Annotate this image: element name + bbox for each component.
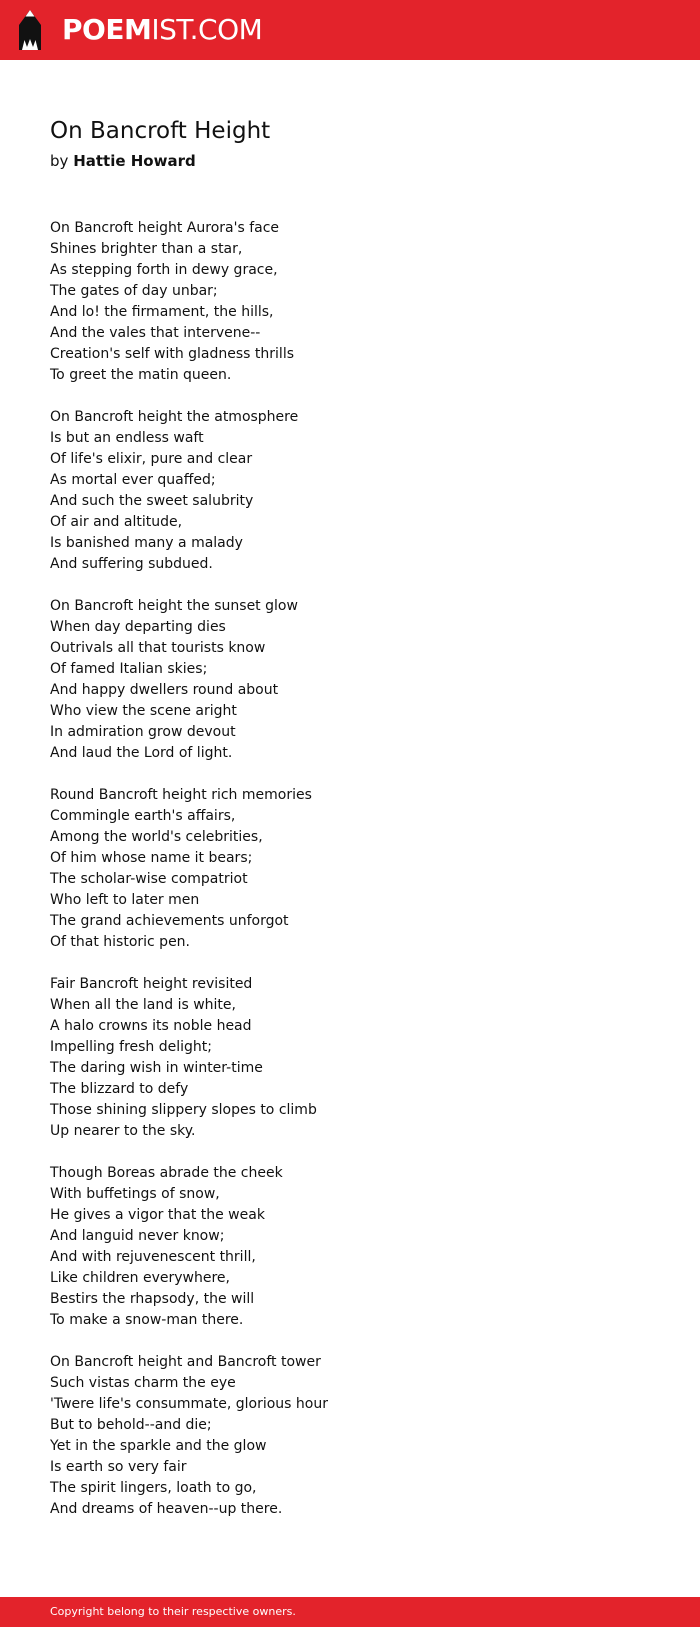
poem-line: On Bancroft height the sunset glow bbox=[50, 598, 298, 614]
poem-line: The grand achievements unforgot bbox=[50, 913, 289, 929]
author-name[interactable]: Hattie Howard bbox=[73, 152, 196, 170]
poem-line: Those shining slippery slopes to climb bbox=[50, 1102, 317, 1118]
poem-line: And with rejuvenescent thrill, bbox=[50, 1249, 256, 1265]
poem-line: Impelling fresh delight; bbox=[50, 1039, 212, 1055]
poem-line: As mortal ever quaffed; bbox=[50, 472, 216, 488]
site-header bbox=[0, 0, 700, 60]
poem-line: On Bancroft height Aurora's face bbox=[50, 220, 280, 236]
poem-line: Who left to later men bbox=[50, 892, 200, 908]
poem-line: The scholar-wise compatriot bbox=[50, 871, 248, 887]
poem-line: To greet the matin queen. bbox=[50, 367, 232, 383]
poem-line: The gates of day unbar; bbox=[50, 283, 218, 299]
poem-stanza bbox=[50, 218, 650, 386]
poem-line: Though Boreas abrade the cheek bbox=[50, 1165, 283, 1181]
poem-stanza bbox=[50, 974, 650, 1142]
poem-line: And languid never know; bbox=[50, 1228, 225, 1244]
poem-byline bbox=[50, 150, 650, 172]
poem-line: And happy dwellers round about bbox=[50, 682, 279, 698]
poem-line: Round Bancroft height rich memories bbox=[50, 787, 312, 803]
site-footer bbox=[0, 1597, 700, 1627]
logo-wordmark-bold: POEM bbox=[62, 13, 152, 46]
poem-line: And the vales that intervene-- bbox=[50, 325, 261, 341]
poem-line: And laud the Lord of light. bbox=[50, 745, 233, 761]
poem-line: Of that historic pen. bbox=[50, 934, 191, 950]
copyright-text: Copyright belong to their respective owners. bbox=[50, 1605, 296, 1618]
poem-line: When all the land is white, bbox=[50, 997, 236, 1013]
poem-line: And such the sweet salubrity bbox=[50, 493, 254, 509]
pencil-icon bbox=[18, 9, 42, 51]
poem-line: Of life's elixir, pure and clear bbox=[50, 451, 253, 467]
poem-line: 'Twere life's consummate, glorious hour bbox=[50, 1396, 328, 1412]
poem-line: When day departing dies bbox=[50, 619, 226, 635]
poem-line: Such vistas charm the eye bbox=[50, 1375, 236, 1391]
poem-line: Creation's self with gladness thrills bbox=[50, 346, 295, 362]
poem-line: Is but an endless waft bbox=[50, 430, 204, 446]
poem-line: A halo crowns its noble head bbox=[50, 1018, 252, 1034]
poem-line: Of famed Italian skies; bbox=[50, 661, 208, 677]
poem-line: He gives a vigor that the weak bbox=[50, 1207, 265, 1223]
poem-line: And suffering subdued. bbox=[50, 556, 213, 572]
poem-stanza bbox=[50, 596, 650, 764]
poem-line: With buffetings of snow, bbox=[50, 1186, 220, 1202]
poem-stanza bbox=[50, 1163, 650, 1331]
site-logo[interactable] bbox=[18, 9, 262, 51]
logo-wordmark bbox=[62, 9, 262, 51]
poem-line: To make a snow-man there. bbox=[50, 1312, 244, 1328]
poem-line: The daring wish in winter-time bbox=[50, 1060, 263, 1076]
logo-wordmark-light: IST.COM bbox=[151, 13, 263, 46]
poem-line: Like children everywhere, bbox=[50, 1270, 230, 1286]
poem-line: Up nearer to the sky. bbox=[50, 1123, 196, 1139]
poem-line: Shines brighter than a star, bbox=[50, 241, 243, 257]
poem-line: Among the world's celebrities, bbox=[50, 829, 263, 845]
poem-line: But to behold--and die; bbox=[50, 1417, 212, 1433]
poem-line: Who view the scene aright bbox=[50, 703, 237, 719]
poem-line: As stepping forth in dewy grace, bbox=[50, 262, 278, 278]
poem-line: And dreams of heaven--up there. bbox=[50, 1501, 283, 1517]
poem-line: Bestirs the rhapsody, the will bbox=[50, 1291, 255, 1307]
poem-line: On Bancroft height the atmosphere bbox=[50, 409, 299, 425]
poem-line: The spirit lingers, loath to go, bbox=[50, 1480, 257, 1496]
poem-line: Is earth so very fair bbox=[50, 1459, 187, 1475]
poem-stanza bbox=[50, 407, 650, 575]
poem-stanza bbox=[50, 1352, 650, 1520]
by-label: by bbox=[50, 152, 69, 170]
poem-line: Of air and altitude, bbox=[50, 514, 183, 530]
poem-line: And lo! the firmament, the hills, bbox=[50, 304, 274, 320]
poem-line: Commingle earth's affairs, bbox=[50, 808, 236, 824]
poem-content bbox=[50, 112, 650, 1541]
poem-body bbox=[50, 218, 650, 1520]
poem-line: Outrivals all that tourists know bbox=[50, 640, 266, 656]
poem-stanza bbox=[50, 785, 650, 953]
poem-line: Of him whose name it bears; bbox=[50, 850, 253, 866]
poem-line: Is banished many a malady bbox=[50, 535, 243, 551]
poem-line: Fair Bancroft height revisited bbox=[50, 976, 253, 992]
poem-line: On Bancroft height and Bancroft tower bbox=[50, 1354, 321, 1370]
poem-line: In admiration grow devout bbox=[50, 724, 236, 740]
poem-title: On Bancroft Height bbox=[50, 118, 271, 144]
poem-line: Yet in the sparkle and the glow bbox=[50, 1438, 267, 1454]
poem-line: The blizzard to defy bbox=[50, 1081, 189, 1097]
